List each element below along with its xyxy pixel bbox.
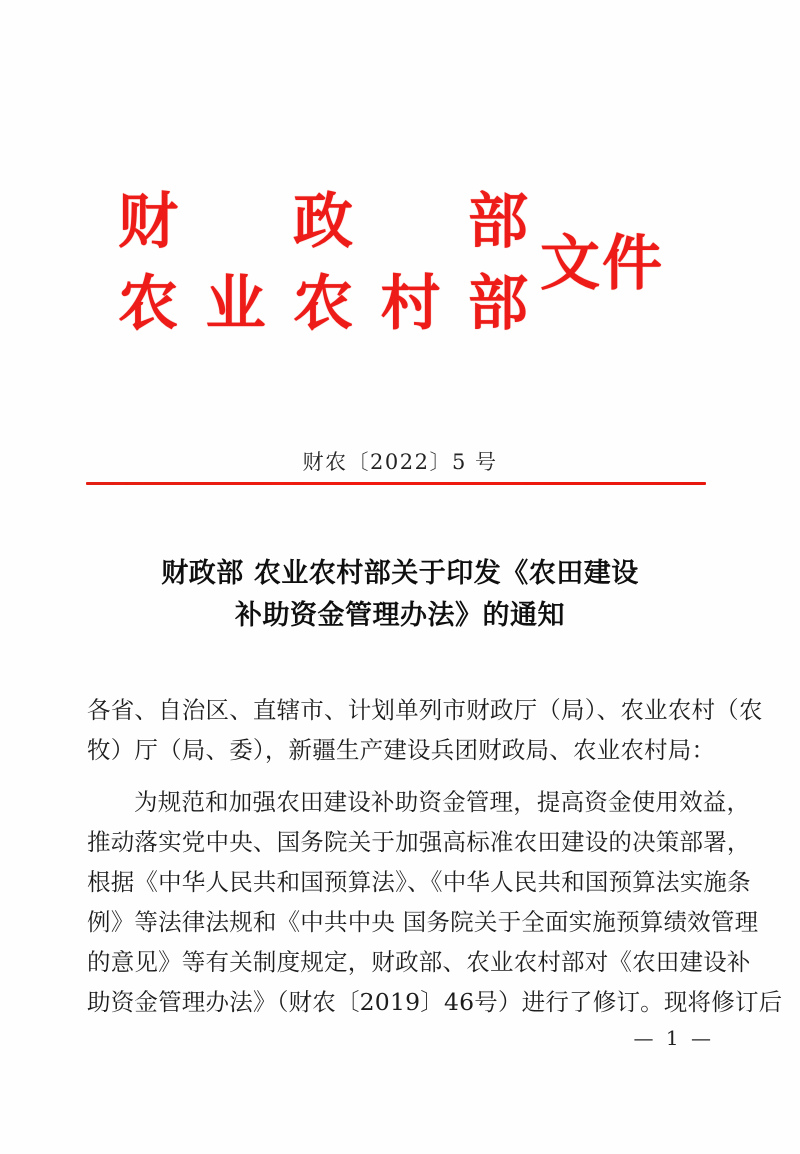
masthead-char: 部 <box>468 187 528 257</box>
document-number: 财农〔2022〕5 号 <box>302 450 498 474</box>
masthead-char: 部 <box>468 269 528 339</box>
paragraph-line: 为规范和加强农田建设补助资金管理，提高资金使用效益， <box>134 788 751 816</box>
recipient-line: 牧）厅（局、委），新疆生产建设兵团财政局、农业农村局： <box>87 736 716 764</box>
masthead-char: 财 <box>118 187 178 257</box>
page-number: — 1 — <box>633 1026 714 1050</box>
paragraph-spacer <box>87 770 715 782</box>
masthead-line-2 <box>118 269 528 339</box>
masthead-char: 业 <box>205 269 266 339</box>
paragraph-line: 推动落实党中央、国务院关于加强高标准农田建设的决策部署， <box>87 828 751 856</box>
paragraph-line: 例》等法律法规和《中共中央 国务院关于全面实施预算绩效管理 <box>87 908 759 936</box>
masthead-char: 农 <box>293 269 353 339</box>
document-body <box>87 690 783 1022</box>
masthead-char: 政 <box>293 187 353 257</box>
masthead-char: 农 <box>118 269 178 339</box>
masthead <box>0 168 800 348</box>
red-separator-rule <box>86 482 706 485</box>
paragraph-line: 的意见》等有关制度规定，财政部、农业农村部对《农田建设补 <box>87 948 751 976</box>
masthead-char: 村 <box>380 269 441 339</box>
masthead-line-1 <box>118 187 528 257</box>
paragraph-line: 助资金管理办法》（财农〔2019〕46号）进行了修订。现将修订后 <box>87 988 783 1016</box>
page-title-line-2: 补助资金管理办法》的通知 <box>235 600 565 631</box>
recipient-line: 各省、自治区、直辖市、计划单列市财政厅（局）、农业农村（农 <box>87 696 763 724</box>
masthead-suffix-wenjian: 文件 <box>540 229 664 299</box>
page-title-line-1: 财政部 农业农村部关于印发《农田建设 <box>161 558 639 589</box>
paragraph-line: 根据《中华人民共和国预算法》、《中华人民共和国预算法实施条 <box>87 868 751 896</box>
page-title <box>100 553 700 637</box>
